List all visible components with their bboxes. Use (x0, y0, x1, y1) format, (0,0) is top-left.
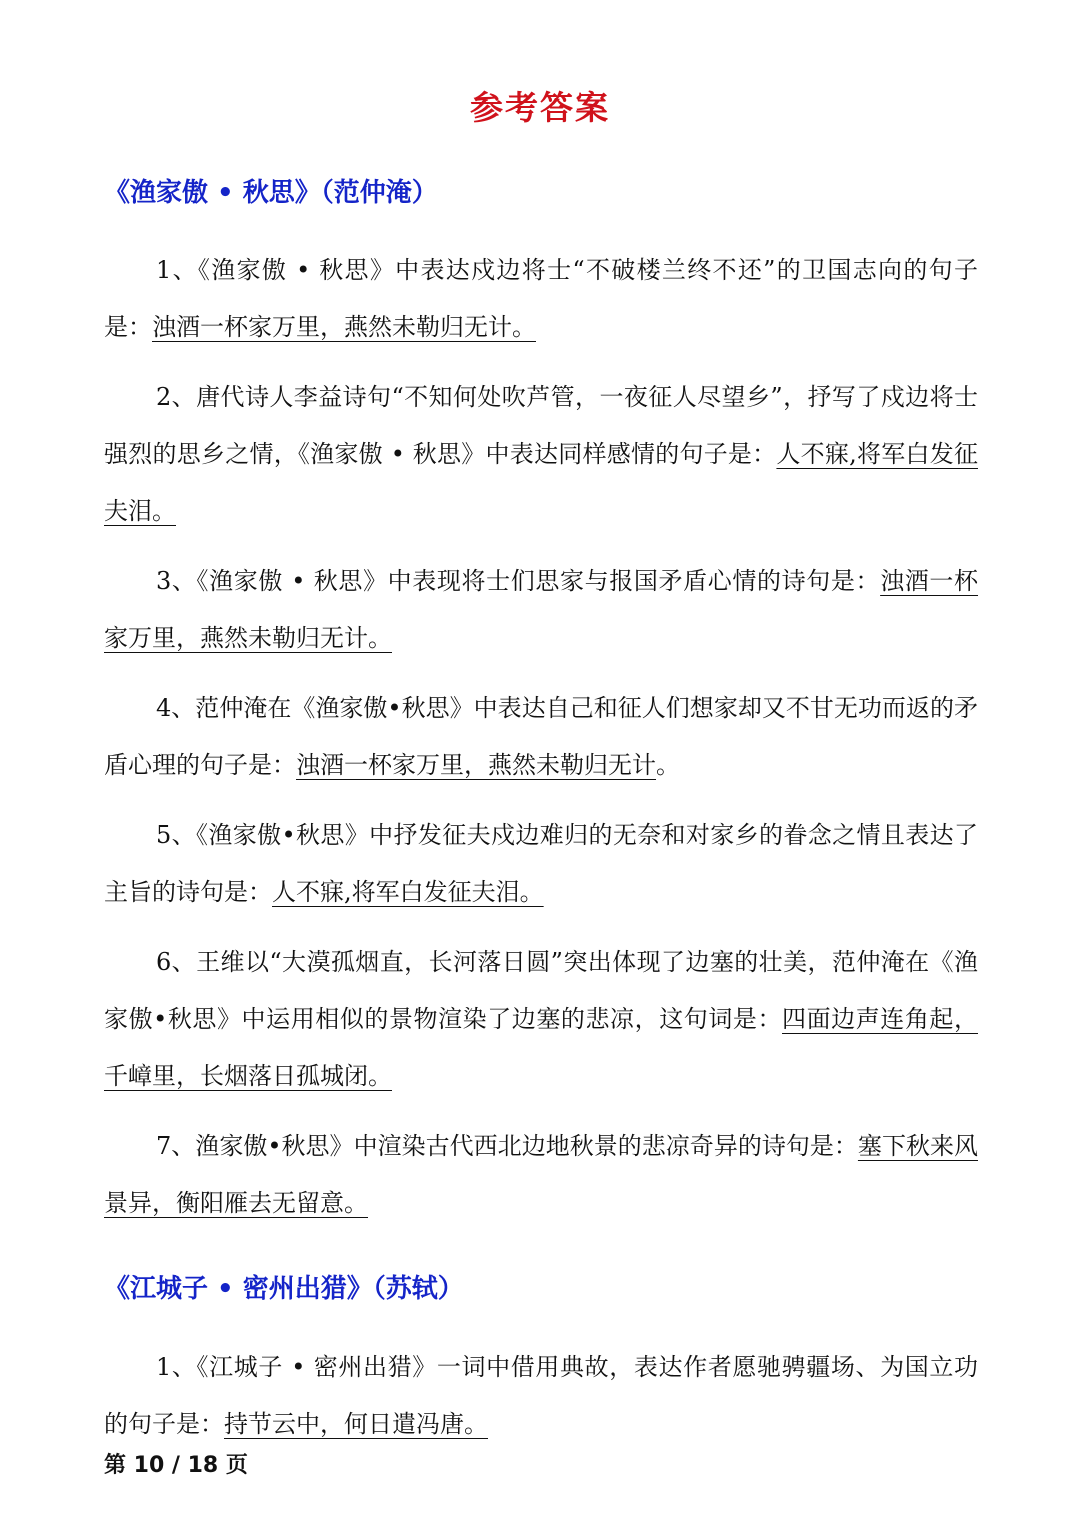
question-text: 6、王维以“大漠孤烟直，长河落日圆”突出体现了边塞的壮美，范仲淹在《渔家傲•秋思》中运用相似的景物渲染了边塞的悲凉，这句词是： (104, 948, 978, 1033)
answer-tail: 。 (656, 751, 680, 779)
question-item (104, 553, 978, 667)
question-item (104, 680, 978, 794)
question-text: 5、《渔家傲•秋思》中抒发征夫戍边难归的无奈和对家乡的眷念之情且表达了主旨的诗句是： (104, 821, 978, 906)
answer-text: 浊酒一杯家万里，燕然未勒归无计。 (104, 567, 979, 652)
answer-text: 人不寐,将军白发征夫泪。 (272, 878, 544, 906)
section-heading: 《渔家傲 • 秋思》（范仲淹） (104, 178, 438, 208)
question-item (104, 1118, 978, 1232)
question-text: 3、《渔家傲 • 秋思》中表现将士们思家与报国矛盾心情的诗句是： (156, 567, 881, 595)
question-text: 2、唐代诗人李益诗句“不知何处吹芦管，一夜征人尽望乡”，抒写了戍边将士强烈的思乡之情，《渔家傲 • 秋思》中表达同样感情的句子是： (104, 383, 978, 468)
question-item (104, 1339, 978, 1453)
question-text: 4、范仲淹在《渔家傲•秋思》中表达自己和征人们想家却又不甘无功而返的矛盾心理的句子是： (104, 694, 978, 779)
page-title: 参考答案 (470, 88, 610, 127)
question-item (104, 369, 978, 540)
question-text: 1、《渔家傲 • 秋思》中表达戍边将士“不破楼兰终不还”的卫国志向的句子是： (104, 256, 978, 341)
question-item (104, 242, 978, 356)
question-item (104, 807, 978, 921)
page-number: 第 10 / 18 页 (104, 1453, 248, 1478)
answer-text: 塞下秋来风景异，衡阳雁去无留意。 (104, 1132, 978, 1217)
question-text: 1、《江城子 • 密州出猎》一词中借用典故，表达作者愿驰骋疆场、为国立功的句子是： (104, 1353, 978, 1438)
question-text: 7、渔家傲•秋思》中渲染古代西北边地秋景的悲凉奇异的诗句是： (156, 1132, 858, 1160)
answer-text: 四面边声连角起，千嶂里，长烟落日孤城闭。 (104, 1005, 978, 1090)
question-item (104, 934, 978, 1105)
answer-text: 浊酒一杯家万里，燕然未勒归无计。 (152, 313, 536, 341)
answer-text: 持节云中，何日遣冯唐。 (224, 1410, 488, 1438)
answer-text: 人不寐,将军白发征夫泪。 (104, 440, 978, 525)
section-heading: 《江城子 • 密州出猎》（苏轼） (104, 1274, 464, 1304)
answer-text: 浊酒一杯家万里，燕然未勒归无计 (296, 751, 656, 779)
